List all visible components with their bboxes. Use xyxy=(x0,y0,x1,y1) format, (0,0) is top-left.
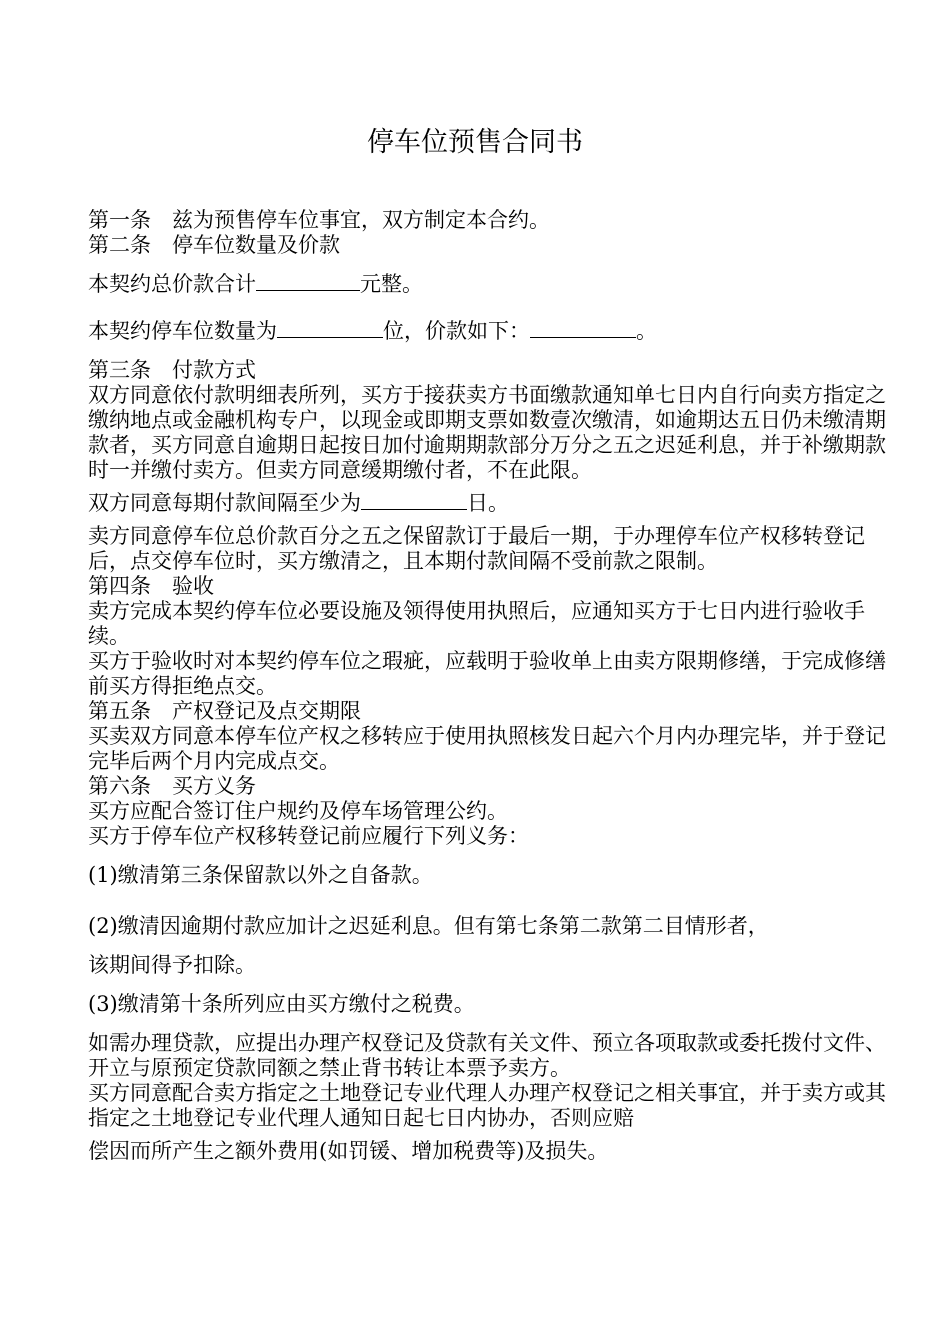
total-price-suffix: 元整。 xyxy=(360,272,423,296)
quantity-line xyxy=(88,319,888,344)
inspection-paragraph-2: 买方于验收时对本契约停车位之瑕疵，应载明于验收单上由卖方限期修缮，于完成修缮前买方得拒绝点交。 xyxy=(88,649,886,698)
loan-paragraph: 如需办理贷款，应提出办理产权登记及贷款有关文件、预立各项取款或委托拨付文件、开立与原预定贷款同额之禁止背书转让本票予卖方。 xyxy=(88,1031,886,1080)
price-blank xyxy=(530,319,636,338)
article-3-heading: 第三条 付款方式 xyxy=(88,358,256,382)
total-price-line xyxy=(88,272,888,297)
interval-blank xyxy=(361,491,467,510)
interval-prefix: 双方同意每期付款间隔至少为 xyxy=(88,491,361,515)
payment-paragraph: 双方同意依付款明细表所列，买方于接获卖方书面缴款通知单七日内自行向卖方指定之缴纳地点或金融机构专户，以现金或即期支票如数壹次缴清，如逾期达五日仍未缴清期款者，买方同意自逾期日起按日加付逾期期款部分万分之五之迟延利息，并于补缴期款时一并缴付卖方。但卖方同意缓期缴付者，不在此限。 xyxy=(88,383,886,482)
duty-item-3: (3)缴清第十条所列应由买方缴付之税费。 xyxy=(88,992,475,1016)
document-title: 停车位预售合同书 xyxy=(367,127,583,158)
quantity-mid: 位，价款如下： xyxy=(383,319,530,343)
duty-item-2-line-2: 该期间得予扣除。 xyxy=(88,953,256,977)
total-price-prefix: 本契约总价款合计 xyxy=(88,272,256,296)
article-1: 第一条 兹为预售停车位事宜，双方制定本合约。 xyxy=(88,208,550,232)
article-4-heading: 第四条 验收 xyxy=(88,574,214,598)
duty-paragraph-1: 买方应配合签订住户规约及停车场管理公约。 xyxy=(88,799,508,823)
agent-paragraph-end: 偿因而所产生之额外费用(如罚锾、增加税费等)及损失。 xyxy=(88,1139,609,1163)
duty-item-2-line-1: (2)缴清因逾期付款应加计之迟延利息。但有第七条第二款第二目情形者， xyxy=(88,914,769,938)
interval-line xyxy=(88,491,888,516)
article-5-heading: 第五条 产权登记及点交期限 xyxy=(88,699,361,723)
quantity-suffix: 。 xyxy=(636,319,657,343)
agent-paragraph: 买方同意配合卖方指定之土地登记专业代理人办理产权登记之相关事宜，并于卖方或其指定之土地登记专业代理人通知日起七日内协办，否则应赔 xyxy=(88,1081,886,1130)
article-2-heading: 第二条 停车位数量及价款 xyxy=(88,233,340,257)
registration-paragraph: 买卖双方同意本停车位产权之移转应于使用执照核发日起六个月内办理完毕，并于登记完毕后两个月内完成点交。 xyxy=(88,724,886,773)
document-body xyxy=(88,208,888,1164)
interval-suffix: 日。 xyxy=(467,491,509,515)
inspection-paragraph-1: 卖方完成本契约停车位必要设施及领得使用执照后，应通知买方于七日内进行验收手续。 xyxy=(88,599,865,648)
total-price-blank xyxy=(256,272,360,291)
duty-paragraph-2: 买方于停车位产权移转登记前应履行下列义务： xyxy=(88,824,529,848)
quantity-blank xyxy=(277,319,383,338)
article-6-heading: 第六条 买方义务 xyxy=(88,774,256,798)
retention-paragraph: 卖方同意停车位总价款百分之五之保留款订于最后一期，于办理停车位产权移转登记后，点交停车位时，买方缴清之，且本期付款间隔不受前款之限制。 xyxy=(88,524,865,573)
quantity-prefix: 本契约停车位数量为 xyxy=(88,319,277,343)
duty-item-1: (1)缴清第三条保留款以外之自备款。 xyxy=(88,863,433,887)
